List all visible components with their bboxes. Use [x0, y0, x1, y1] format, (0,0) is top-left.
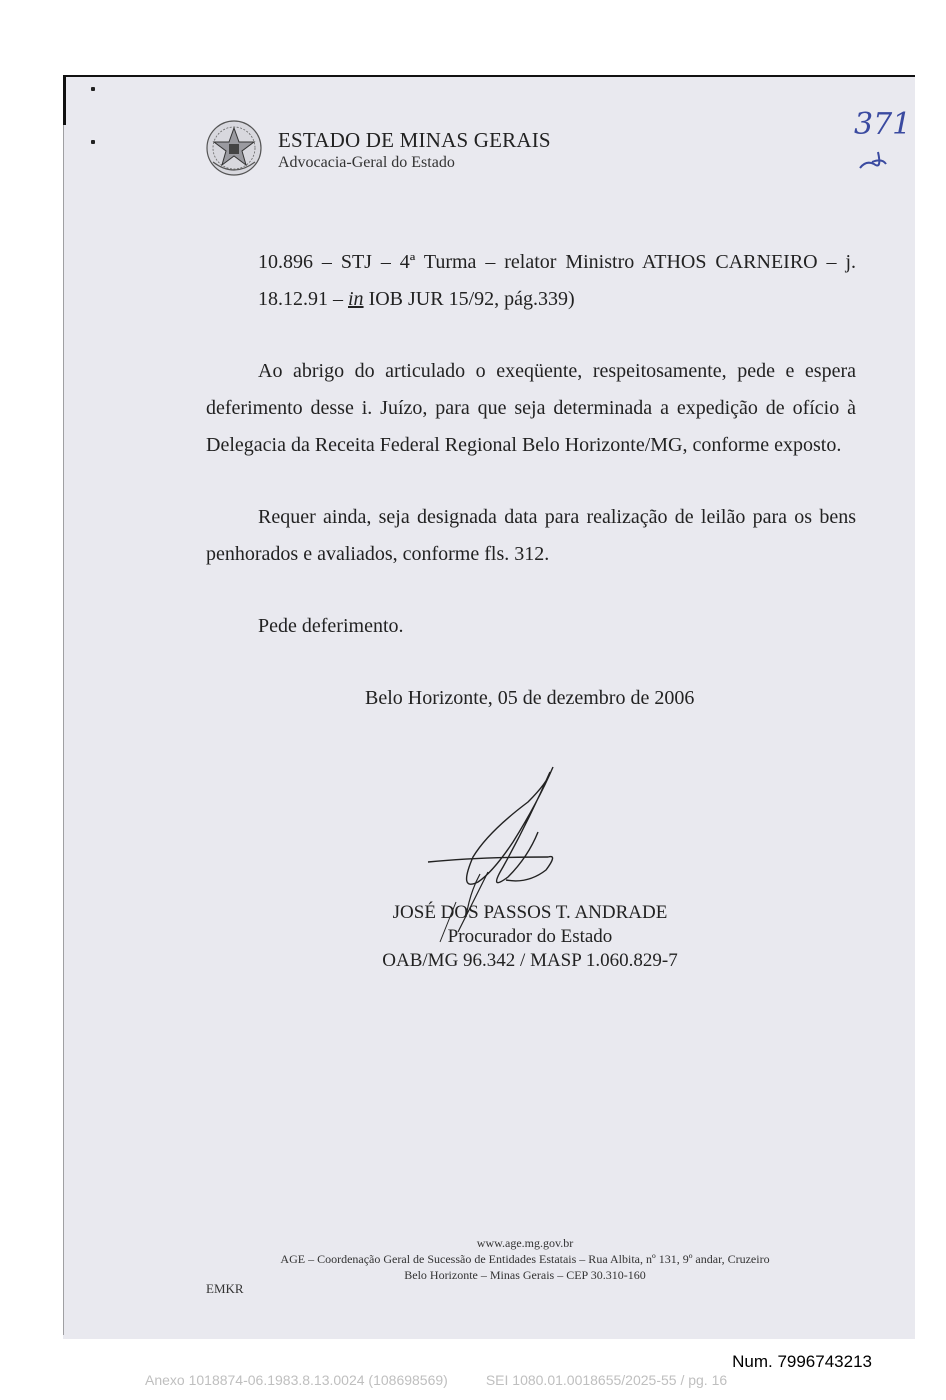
footer-initials: EMKR — [206, 1281, 244, 1296]
request-paragraph — [206, 353, 856, 464]
footer-website: www.age.mg.gov.br — [476, 1236, 574, 1250]
paragraph-line: Requer ainda, seja designada data para realização de leilão para os bens — [258, 506, 856, 528]
date-line: Belo Horizonte, 05 de dezembro de 2006 — [365, 687, 695, 709]
sei-reference: SEI 1080.01.0018655/2025-55 / pg. 16 — [485, 1372, 728, 1388]
citation-in: in — [348, 288, 364, 310]
scan-speck — [91, 87, 95, 91]
footer-address-line-2: Belo Horizonte – Minas Gerais – CEP 30.310-160 — [404, 1268, 646, 1282]
signatory-name: JOSÉ DOS PASSOS T. ANDRADE — [392, 902, 668, 923]
scan-edge-mark — [63, 75, 66, 125]
handwritten-page-number — [852, 100, 912, 180]
paragraph-line: Ao abrigo do articulado o exeqüente, respeitosamente, pede e espera — [258, 360, 856, 382]
auction-paragraph — [206, 499, 856, 573]
paragraph-line: deferimento desse i. Juízo, para que seja determinada a expedição de ofício à — [206, 397, 856, 419]
scan-speck — [91, 140, 95, 144]
scan-edge-line — [63, 125, 64, 1335]
closing-text: Pede deferimento. — [258, 615, 404, 637]
svg-text:371: 371 — [854, 107, 912, 142]
citation-block — [258, 244, 856, 318]
citation-date: 18.12.91 – — [258, 288, 348, 310]
footer-address-line-1: AGE – Coordenação Geral de Sucessão de Entidades Estatais – Rua Albita, nº 131, 9º andar, Cruzeiro — [280, 1252, 770, 1266]
header-title: ESTADO DE MINAS GERAIS — [278, 128, 551, 152]
citation-line-1: 10.896 – STJ – 4ª Turma – relator Ministro ATHOS CARNEIRO – j. — [258, 251, 856, 273]
annex-stamp — [145, 1372, 727, 1388]
header-subtitle: Advocacia-Geral do Estado — [278, 154, 455, 171]
state-seal-icon — [205, 118, 263, 178]
signatory-registration: OAB/MG 96.342 / MASP 1.060.829-7 — [382, 950, 678, 971]
annex-reference: Anexo 1018874-06.1983.8.13.0024 (108698569) — [145, 1372, 448, 1388]
paragraph-line: Delegacia da Receita Federal Regional Belo Horizonte/MG, conforme exposto. — [206, 434, 842, 456]
paragraph-line: penhorados e avaliados, conforme fls. 312. — [206, 543, 550, 565]
signatory-role: Procurador do Estado — [447, 926, 613, 947]
citation-source: IOB JUR 15/92, pág.339) — [363, 288, 575, 310]
citation-line-2 — [258, 281, 856, 318]
document-number: Num. 7996743213 — [732, 1352, 872, 1371]
